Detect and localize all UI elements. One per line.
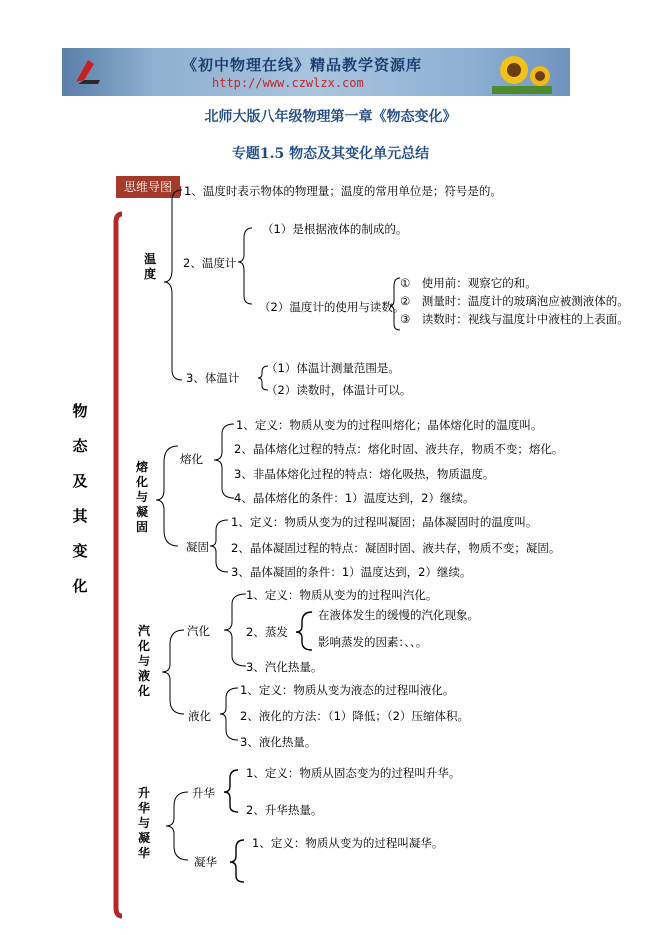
liquefaction-item-3: 3、液化热量。 bbox=[240, 735, 317, 749]
vertical-char: 化 bbox=[135, 475, 148, 489]
evaporation-item-2: 影响蒸发的因素：、、。 bbox=[318, 635, 428, 649]
vertical-char: 其 bbox=[72, 507, 88, 525]
melting-item-3: 3、非晶体熔化过程的特点：熔化吸热，物质温度。 bbox=[234, 467, 495, 481]
evaporation-item-1: 在液体发生的缓慢的汽化现象。 bbox=[318, 608, 479, 622]
topic-melt-solid bbox=[134, 460, 150, 535]
solidifying-item-3: 3、晶体凝固的条件：1）温度达到，2）继续。 bbox=[231, 565, 472, 579]
vaporization-item-3: 3、汽化热量。 bbox=[246, 660, 323, 674]
clinical-item-2: （2）读数时，体温计可以。 bbox=[266, 383, 412, 397]
vertical-char: 及 bbox=[72, 472, 88, 490]
liquefaction-item-1: 1、定义：物质从变为液态的过程叫液化。 bbox=[240, 683, 455, 697]
desublimation-label: 凝华 bbox=[194, 855, 217, 869]
vaporization-item-1: 1、定义：物质从变为的过程叫汽化。 bbox=[246, 588, 438, 602]
logo-icon bbox=[70, 54, 104, 88]
vertical-char: 化 bbox=[137, 639, 150, 653]
solidifying-label: 凝固 bbox=[186, 540, 209, 554]
vertical-char: 化 bbox=[72, 577, 88, 595]
vertical-char: 固 bbox=[135, 520, 148, 534]
liquefaction-label: 液化 bbox=[188, 709, 211, 723]
header-banner bbox=[62, 48, 570, 96]
sublimation-label: 升华 bbox=[192, 786, 215, 800]
desublimation-item-1: 1、定义：物质从变为的过程叫凝华。 bbox=[252, 836, 444, 850]
vertical-char: 物 bbox=[72, 402, 88, 420]
usage-step-3: ③ 读数时：视线与温度计中液柱的上表面。 bbox=[400, 312, 629, 326]
clinical-item-1: （1）体温计测量范围是。 bbox=[266, 361, 400, 375]
root-topic bbox=[68, 394, 92, 604]
thermometer-label: 2、温度计 bbox=[183, 256, 237, 270]
topic-sublim-desub bbox=[136, 786, 152, 861]
vaporization-label: 汽化 bbox=[187, 624, 210, 638]
usage-step-1: ① 使用前：观察它的和。 bbox=[400, 276, 537, 290]
vertical-char: 液 bbox=[137, 669, 150, 683]
melting-item-2: 2、晶体熔化过程的特点：熔化时固、液共存，物质不变；熔化。 bbox=[234, 442, 564, 456]
melting-item-1: 1、定义：物质从变为的过程叫熔化；晶体熔化时的温度叫。 bbox=[236, 418, 543, 432]
vertical-char: 态 bbox=[72, 437, 88, 455]
solidifying-item-2: 2、晶体凝固过程的特点：凝固时固、液共存，物质不变；凝固。 bbox=[231, 541, 561, 555]
sunflower-icon bbox=[492, 50, 552, 94]
temperature-item-1: 1、温度时表示物体的物理量；温度的常用单位是；符号是的。 bbox=[184, 184, 502, 198]
document-title: 北师大版八年级物理第一章《物态变化》 bbox=[204, 109, 457, 125]
usage-step-2: ② 测量时：温度计的玻璃泡应被测液体的。 bbox=[400, 294, 629, 308]
vertical-char: 凝 bbox=[135, 505, 148, 519]
topic-vapor-liquid bbox=[136, 624, 152, 699]
mindmap-tag: 思维导图 bbox=[116, 176, 180, 198]
topic-temperature bbox=[142, 252, 158, 282]
thermometer-usage-label: （2）温度计的使用与读数。 bbox=[259, 300, 405, 314]
banner-url: http://www.czwlzx.com bbox=[212, 76, 364, 90]
melting-label: 熔化 bbox=[180, 452, 203, 466]
vertical-char: 与 bbox=[135, 490, 148, 504]
banner-title: 《初中物理在线》精品教学资源库 bbox=[182, 56, 423, 74]
vertical-char: 度 bbox=[143, 267, 156, 281]
vertical-char: 凝 bbox=[137, 831, 150, 845]
root-topic-chars bbox=[68, 394, 92, 604]
liquefaction-item-2: 2、液化的方法：（1）降低；（2）压缩体积。 bbox=[240, 709, 469, 723]
vertical-char: 华 bbox=[137, 801, 150, 815]
vertical-char: 华 bbox=[137, 846, 150, 860]
vertical-char: 与 bbox=[137, 816, 150, 830]
document-subtitle: 专题1.5 物态及其变化单元总结 bbox=[231, 146, 430, 162]
melting-item-4: 4、晶体熔化的条件：1）温度达到，2）继续。 bbox=[234, 491, 475, 505]
sublimation-item-1: 1、定义：物质从固态变为的过程叫升华。 bbox=[246, 766, 461, 780]
solidifying-item-1: 1、定义：物质从变为的过程叫凝固；晶体凝固时的温度叫。 bbox=[231, 515, 538, 529]
vertical-char: 与 bbox=[137, 654, 150, 668]
vertical-char: 变 bbox=[72, 542, 88, 560]
thermometer-principle: （1）是根据液体的制成的。 bbox=[262, 222, 408, 236]
vertical-char: 化 bbox=[137, 684, 150, 698]
vertical-char: 熔 bbox=[135, 460, 148, 474]
evaporation-label: 2、蒸发 bbox=[246, 625, 288, 639]
clinical-thermometer-label: 3、体温计 bbox=[186, 371, 240, 385]
vertical-char: 温 bbox=[143, 252, 156, 266]
vertical-char: 升 bbox=[137, 786, 150, 800]
vertical-char: 汽 bbox=[137, 624, 150, 638]
sublimation-item-2: 2、升华热量。 bbox=[246, 803, 323, 817]
